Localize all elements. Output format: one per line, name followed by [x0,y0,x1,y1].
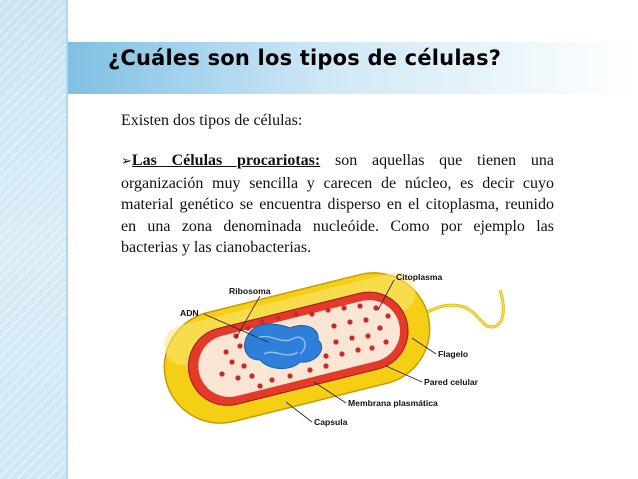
term-procariotas: Las Células procariotas: [131,152,321,169]
label-citoplasma: Citoplasma [396,272,443,282]
label-membrana-plasmatica: Membrana plasmática [348,398,438,408]
bullet-paragraph [121,150,554,259]
slide-title: ¿Cuáles son los tipos de células? [108,46,502,70]
label-flagelo: Flagelo [438,349,469,359]
arrow-bullet-icon: ➢ [121,154,132,169]
label-adn: ADN [180,308,199,318]
intro-text: Existen dos tipos de células: [121,112,303,129]
left-decorative-band [0,0,68,479]
prokaryote-cell-diagram [140,262,520,447]
label-capsula: Capsula [314,417,348,427]
term-description: son aquellas que tienen una organización muy sencilla y carecen de núcleo, es decir cuyo material genético se encuentra disperso en el citoplasma, reunido en una zona denominada nucleóide. Como por ejemplo las bacterias y las cianobacterias. [121,152,555,256]
label-ribosoma: Ribosoma [229,286,271,296]
label-pared-celular: Pared celular [424,377,478,387]
